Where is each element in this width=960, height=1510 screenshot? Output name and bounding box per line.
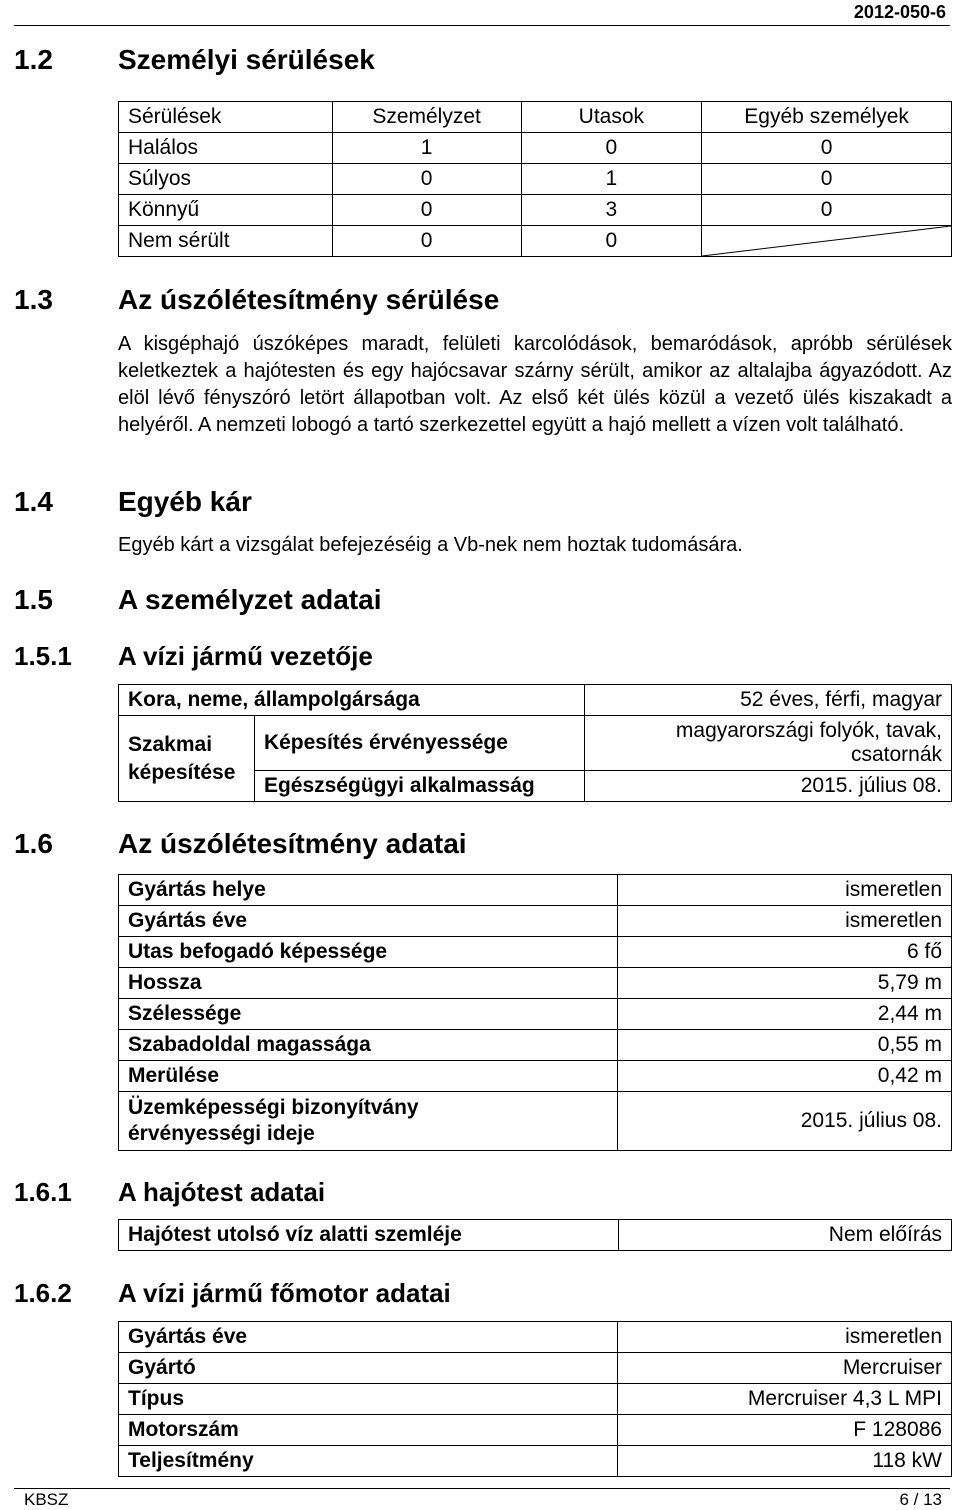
table-cell: 1	[332, 133, 521, 164]
table-value-cell: 2015. július 08.	[584, 771, 951, 802]
table-value-cell: Mercruiser	[618, 1353, 952, 1384]
table-label-cell: Egészségügyi alkalmasság	[254, 771, 584, 802]
table-cell: 0	[702, 195, 952, 226]
section-title: A hajótest adatai	[118, 1177, 326, 1207]
hull-table	[118, 1219, 952, 1251]
table-cell: 0	[332, 164, 521, 195]
table-row	[119, 875, 952, 906]
table-label-cell: Kora, neme, állampolgársága	[119, 685, 585, 716]
table-cell: 0	[521, 226, 702, 257]
table-value-cell: 2015. július 08.	[618, 1092, 952, 1151]
section-number: 1.4	[14, 486, 53, 517]
table-header-cell: Sérülések	[119, 102, 333, 133]
vessel-table	[118, 874, 952, 1151]
section-title: Az úszólétesítmény sérülése	[118, 284, 500, 315]
table-cell: Súlyos	[119, 164, 333, 195]
table-value-cell: 118 kW	[618, 1446, 952, 1477]
section-title: A vízi jármű főmotor adatai	[118, 1278, 451, 1308]
table-row	[119, 1446, 952, 1477]
table-label-cell: Üzemképességi bizonyítvány érvényességi ideje	[119, 1092, 618, 1151]
table-cell: 0	[332, 226, 521, 257]
table-label-cell: Motorszám	[119, 1415, 618, 1446]
table-row	[119, 1220, 952, 1251]
table-value-cell: ismeretlen	[618, 875, 952, 906]
table-header-cell: Egyéb személyek	[702, 102, 952, 133]
table-row	[119, 1415, 952, 1446]
table-cell: 0	[702, 164, 952, 195]
table-cell: 0	[521, 133, 702, 164]
table-row	[119, 133, 952, 164]
table-row	[119, 906, 952, 937]
table-value-cell: Mercruiser 4,3 L MPI	[618, 1384, 952, 1415]
table-label-cell: Szélessége	[119, 999, 618, 1030]
table-value-cell: Nem előírás	[618, 1220, 951, 1251]
table-label-cell: Gyártó	[119, 1353, 618, 1384]
table-row	[119, 1322, 952, 1353]
table-label-cell: Merülése	[119, 1061, 618, 1092]
table-row	[119, 1353, 952, 1384]
section-title: Az úszólétesítmény adatai	[118, 828, 467, 859]
table-value-cell: 52 éves, férfi, magyar	[584, 685, 951, 716]
section-number: 1.5.1	[14, 641, 72, 671]
table-row	[119, 1092, 952, 1151]
table-value-cell: 0,55 m	[618, 1030, 952, 1061]
section-number: 1.2	[14, 44, 53, 75]
table-label-cell: Gyártás éve	[119, 906, 618, 937]
table-row	[119, 685, 952, 716]
table-cell: Könnyű	[119, 195, 333, 226]
table-row	[119, 716, 952, 771]
table-label-cell: Hossza	[119, 968, 618, 999]
table-label-cell: Típus	[119, 1384, 618, 1415]
document-id: 2012-050-6	[853, 2, 946, 22]
table-value-cell: ismeretlen	[618, 906, 952, 937]
section-number: 1.5	[14, 584, 53, 615]
table-value-cell: magyarországi folyók, tavak, csatornák	[584, 716, 951, 771]
table-cell-crossed	[702, 226, 952, 257]
table-header-row	[119, 102, 952, 133]
section-number: 1.6.1	[14, 1177, 72, 1207]
table-row	[119, 999, 952, 1030]
table-cell: 0	[332, 195, 521, 226]
section-title: Egyéb kár	[118, 486, 252, 517]
section-number: 1.6.2	[14, 1278, 72, 1308]
table-row	[119, 937, 952, 968]
section-1-3-text: A kisgéphajó úszóképes maradt, felületi karcolódások, bemaródások, apróbb sérülések keletkeztek a hajótesten és egy hajócsavar szárny sérült, amikor az altalajba ágyazódott. Az elöl lévő fényszóró letört állapotban volt. Az első két ülés közül a vezető ülés kiszakadt a helyéről. A nemzeti lobogó a tartó szerkezettel együtt a hajó mellett a vízen volt található.	[118, 333, 952, 436]
injuries-table	[118, 101, 952, 257]
table-value-cell: 6 fő	[618, 937, 952, 968]
page-footer	[14, 1488, 950, 1508]
section-title: Személyi sérülések	[118, 44, 375, 75]
operator-table	[118, 684, 952, 802]
table-row	[119, 164, 952, 195]
table-cell: 0	[702, 133, 952, 164]
table-row	[119, 195, 952, 226]
table-label-cell: Gyártás éve	[119, 1322, 618, 1353]
diagonal-strike-icon	[702, 226, 951, 256]
section-number: 1.6	[14, 828, 53, 859]
table-row	[119, 1061, 952, 1092]
table-value-cell: 0,42 m	[618, 1061, 952, 1092]
table-label-cell: Gyártás helye	[119, 875, 618, 906]
table-label-cell: Utas befogadó képessége	[119, 937, 618, 968]
table-row	[119, 968, 952, 999]
table-header-cell: Utasok	[521, 102, 702, 133]
section-number: 1.3	[14, 284, 53, 315]
table-label-cell: Teljesítmény	[119, 1446, 618, 1477]
table-label-cell: Hajótest utolsó víz alatti szemléje	[119, 1220, 619, 1251]
table-row	[119, 1384, 952, 1415]
table-value-cell: 2,44 m	[618, 999, 952, 1030]
section-1-4-text: Egyéb kárt a vizsgálat befejezéséig a Vb-nek nem hoztak tudomására.	[118, 534, 743, 556]
table-value-cell: ismeretlen	[618, 1322, 952, 1353]
table-value-cell: F 128086	[618, 1415, 952, 1446]
table-cell: 3	[521, 195, 702, 226]
table-header-cell: Személyzet	[332, 102, 521, 133]
table-label-cell: Szabadoldal magassága	[119, 1030, 618, 1061]
table-cell: 1	[521, 164, 702, 195]
table-row	[119, 226, 952, 257]
table-label-cell: Képesítés érvényessége	[254, 716, 584, 771]
engine-table	[118, 1321, 952, 1477]
footer-page-number: 6 / 13	[899, 1490, 942, 1509]
section-title: A személyzet adatai	[118, 584, 382, 615]
table-row	[119, 1030, 952, 1061]
table-label-cell: Szakmai képesítése	[119, 716, 255, 802]
footer-org: KBSZ	[24, 1490, 69, 1509]
table-cell: Halálos	[119, 133, 333, 164]
section-title: A vízi jármű vezetője	[118, 641, 373, 671]
table-cell: Nem sérült	[119, 226, 333, 257]
header-rule	[14, 25, 950, 26]
table-value-cell: 5,79 m	[618, 968, 952, 999]
